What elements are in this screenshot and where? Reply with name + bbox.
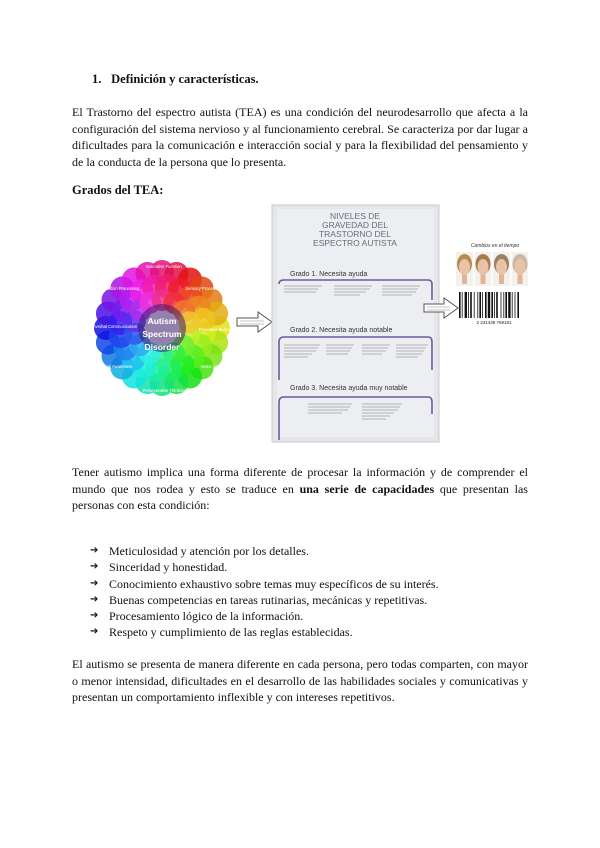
tea-levels-figure — [72, 200, 528, 444]
face-photo — [456, 252, 473, 286]
grado-1-title: Grado 1. Necesita ayuda — [290, 271, 368, 278]
arrow-bullet-icon: ➔ — [90, 545, 99, 556]
list-item-text: Conocimiento exhaustivo sobre temas muy específicos de su interés. — [109, 576, 439, 591]
wheel-center-line-3: Disorder — [144, 342, 180, 352]
list-item-text: Respeto y cumplimiento de las reglas establecidas. — [109, 625, 353, 640]
list-item-text: Buenas competencias en tareas rutinarias, mecánicas y repetitivas. — [109, 592, 428, 607]
capacities-list — [90, 543, 439, 641]
list-item — [90, 624, 439, 640]
barcode-bar — [485, 292, 487, 318]
paragraph-emphasis: una serie de capacidades — [299, 481, 435, 496]
grado-2-title: Grado 2. Necesita ayuda notable — [290, 327, 393, 334]
barcode — [459, 292, 519, 318]
list-item — [90, 559, 439, 575]
aging-faces — [456, 252, 528, 286]
barcode-bar — [508, 292, 510, 318]
grados-heading: Grados del TEA: — [72, 183, 164, 197]
paragraph-text: Tener autismo implica una forma diferente de procesar la información y de comprender el mundo que nos rodea y esto se traduce en — [72, 465, 528, 496]
arrow-bullet-icon: ➔ — [90, 561, 99, 573]
wheel-center — [142, 316, 182, 352]
face-photo — [493, 252, 510, 286]
face-photo — [512, 252, 529, 286]
list-item — [90, 543, 439, 559]
barcode-bar — [517, 292, 519, 318]
barcode-bar — [496, 292, 498, 318]
list-item — [90, 576, 439, 592]
list-item — [90, 608, 439, 624]
poster-title-line: TRASTORNO DEL — [318, 229, 392, 239]
faces-caption: Cambios en el tiempo — [470, 243, 520, 249]
wheel-center-line-2: Spectrum — [142, 329, 182, 339]
arrow-bullet-icon: ➔ — [90, 626, 99, 638]
poster-title-line: NIVELES DE — [329, 211, 381, 221]
wheel-label: Executive Function — [146, 264, 182, 269]
arrow-1 — [237, 312, 272, 332]
barcode-bar — [477, 292, 478, 318]
barcode-bar — [462, 292, 463, 318]
wheel-label: Information Processing — [96, 286, 140, 291]
list-item-text: Sinceridad y honestidad. — [109, 560, 228, 575]
capacities-paragraph — [72, 464, 528, 514]
list-item — [90, 592, 439, 608]
wheel-label: Repetitive Behaviors — [198, 327, 238, 332]
barcode-bar — [491, 292, 493, 318]
barcode-bar — [501, 292, 502, 318]
levels-poster — [272, 205, 439, 442]
barcode-bar — [479, 292, 481, 318]
barcode-bar — [482, 292, 483, 318]
section-heading — [92, 72, 259, 87]
list-item-text: Meticulosidad y atención por los detalles. — [109, 544, 309, 558]
barcode-bar — [468, 292, 469, 318]
face-photo — [475, 252, 492, 286]
wheel-label: Sensory Processing — [185, 286, 223, 291]
wheel-label: Motor Skills — [201, 364, 223, 369]
barcode-bar — [515, 292, 516, 318]
arrow-bullet-icon: ➔ — [90, 593, 99, 605]
poster-title-line: ESPECTRO AUTISTA — [313, 238, 397, 248]
wheel-center-line-1: Autism — [147, 316, 177, 326]
barcode-bar — [494, 292, 495, 318]
barcode-bar — [465, 292, 467, 318]
intro-paragraph: El Trastorno del espectro autista (TEA) es una condición del neurodesarrollo que afecta a la configuración del sistema nervioso y al funcionamiento cerebral. Se caracteriza por dar lugar a dificultades para la comunicación e interacción social y para la flexibilidad del pensamiento y de la conducta de la persona que lo presenta. — [72, 105, 528, 169]
barcode-number: 2 231439 759181 — [476, 320, 512, 325]
barcode-bar — [488, 292, 490, 318]
section-number: 1. — [92, 72, 102, 86]
closing-paragraph: El autismo se presenta de manera diferente en cada persona, pero todas comparten, con mayor o menor intensidad, dificultades en el desarrollo de las habilidades sociales y comunicativas y presentan un comportamiento inflexible y con intereses repetitivos. — [72, 657, 528, 704]
barcode-bar — [459, 292, 461, 318]
arrow-bullet-icon: ➔ — [90, 577, 99, 589]
wheel-label: Verbal & Nonverbal Communication — [72, 324, 138, 329]
barcode-bar — [474, 292, 475, 318]
arrow-bullet-icon: ➔ — [90, 610, 99, 622]
list-item-text: Procesamiento lógico de la información. — [109, 609, 304, 624]
figure-svg — [72, 200, 528, 444]
barcode-bar — [512, 292, 513, 318]
paragraph-text: que presentan las personas con esta condición: — [72, 481, 528, 512]
barcode-bar — [470, 292, 472, 318]
poster-title-line: GRAVEDAD DEL — [322, 220, 388, 230]
wheel-label: Perseverative Thinking — [142, 388, 186, 393]
barcode-bar — [505, 292, 507, 318]
wheel-label: Social Awareness — [99, 364, 133, 369]
section-title: Definición y características. — [111, 72, 259, 86]
barcode-bar — [503, 292, 504, 318]
grado-3-title: Grado 3. Necesita ayuda muy notable — [290, 385, 408, 392]
